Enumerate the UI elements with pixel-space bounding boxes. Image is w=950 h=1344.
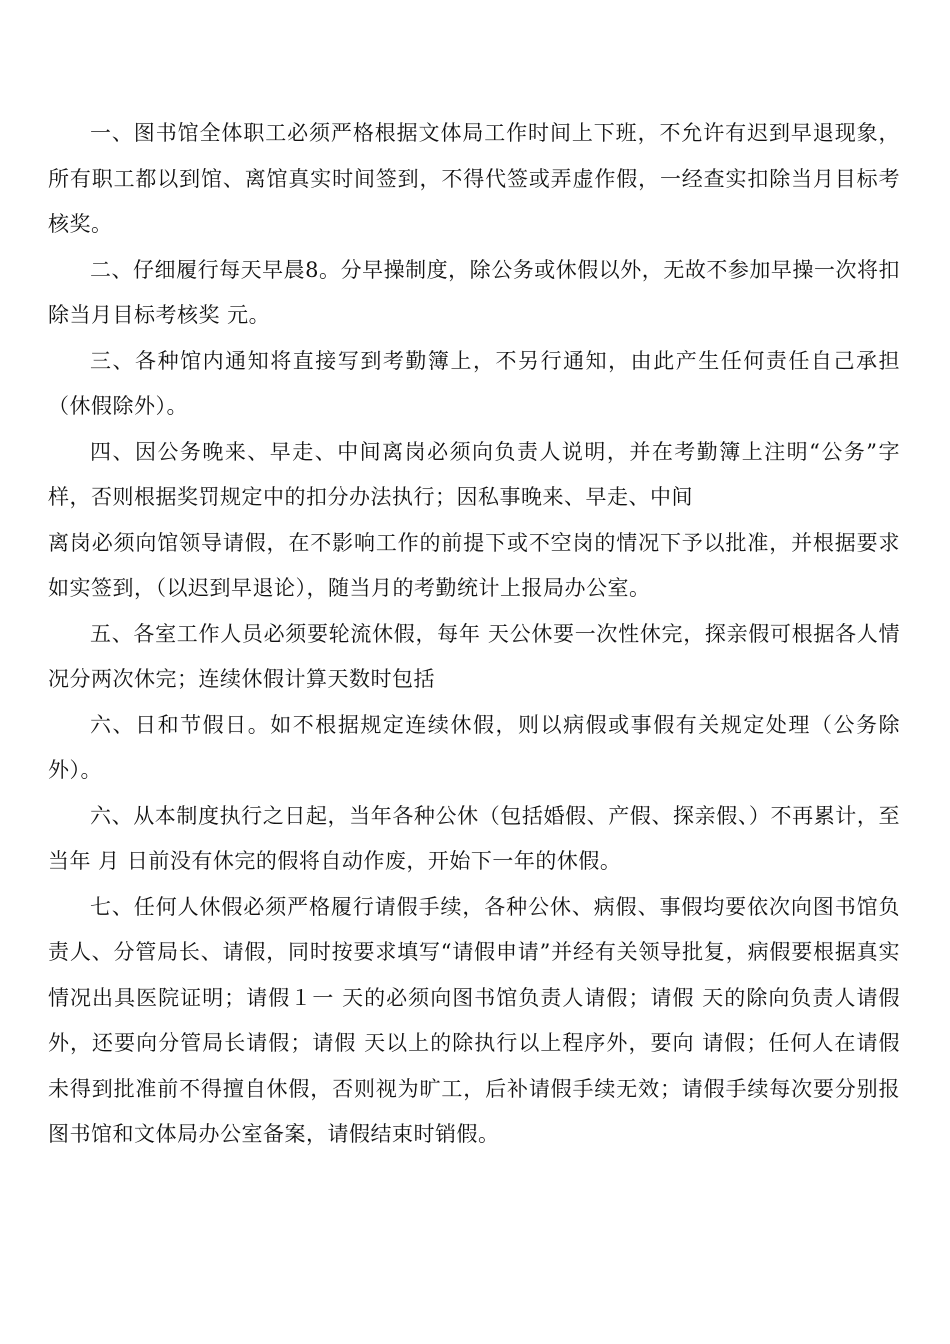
paragraph-7: 七、任何人休假必须严格履行请假手续，各种公休、病假、事假均要依次向图书馆负责人、分管局长、请假，同时按要求填写“请假申请”并经有关领导批复，病假要根据真实情况出具医院证明；请假１一 天的必须向图书馆负责人请假；请假 天的除向负责人请假外，还要向分管局长请假；请假 天以上的除执行以上程序外，要向 请假；任何人在请假未得到批准前不得擅自休假，否则视为旷工，后补请假手续无效；请假手续每次要分别报图书馆和文体局办公室备案，请假结束时销假。 (48, 894, 900, 1146)
paragraph-6: 六、日和节假日。如不根据规定连续休假，则以病假或事假有关规定处理（公务除外）。 (48, 712, 900, 782)
paragraph-2: 二、仔细履行每天早晨8。分早操制度，除公务或休假以外，无故不参加早操一次将扣除当月目标考核奖 元。 (48, 257, 900, 327)
paragraph-3: 三、各种馆内通知将直接写到考勤簿上，不另行通知，由此产生任何责任自己承担（休假除外）。 (48, 348, 900, 418)
document-body (48, 111, 900, 1158)
paragraph-5: 五、各室工作人员必须要轮流休假，每年 天公休要一次性休完，探亲假可根据各人情况分两次休完；连续休假计算天数时包括 (48, 621, 900, 691)
paragraph-1: 一、图书馆全体职工必须严格根据文体局工作时间上下班，不允许有迟到早退现象，所有职工都以到馆、离馆真实时间签到，不得代签或弄虚作假，一经查实扣除当月目标考核奖。 (48, 121, 900, 236)
paragraph-4-continued: 离岗必须向馆领导请假，在不影响工作的前提下或不空岗的情况下予以批准，并根据要求如实签到，（以迟到早退论），随当月的考勤统计上报局办公室。 (48, 530, 900, 600)
paragraph-6b: 六、从本制度执行之日起，当年各种公休（包括婚假、产假、探亲假、）不再累计，至当年 月 日前没有休完的假将自动作废，开始下一年的休假。 (48, 803, 900, 873)
paragraph-4: 四、因公务晚来、早走、中间离岗必须向负责人说明，并在考勤簿上注明“公务”字样，否则根据奖罚规定中的扣分办法执行；因私事晚来、早走、中间 (48, 439, 900, 509)
